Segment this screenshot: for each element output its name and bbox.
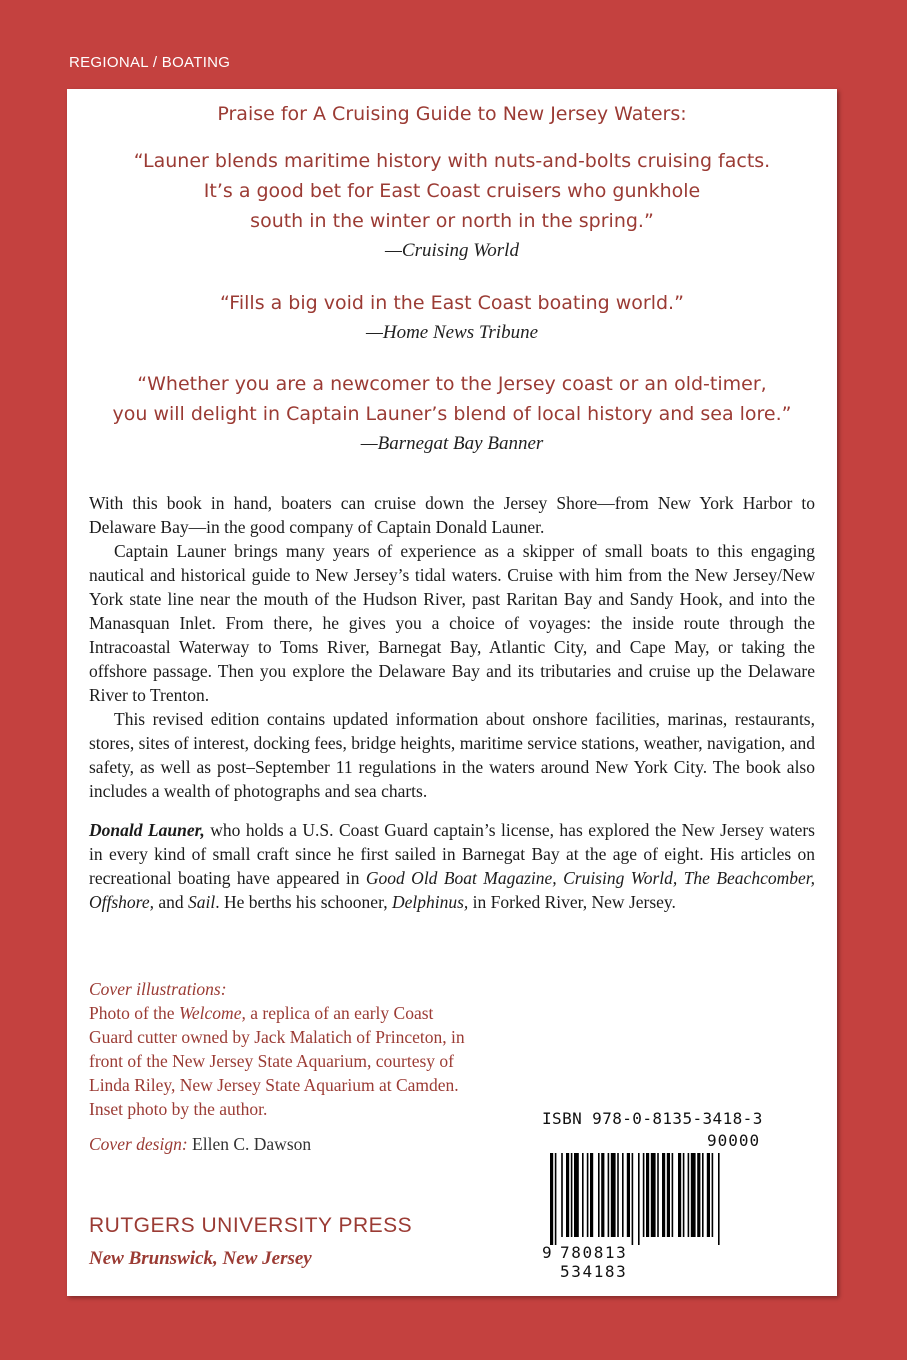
quote-line: you will delight in Captain Launer’s blend of local history and sea lore.”: [112, 403, 792, 425]
description-paragraph: This revised edition contains updated information about onshore facilities, marinas, restaurants, stores, sites of interest, docking fees, bridge heights, maritime service stations, weather, navigation, and safety, as well as post–September 11 regulations in the waters around New York City. The book also includes a wealth of photographs and sea charts.: [89, 709, 815, 801]
quote-source: —Cruising World: [385, 240, 519, 261]
publisher-name: RUTGERS UNIVERSITY PRESS: [89, 1214, 413, 1237]
price-code: 90000: [707, 1131, 761, 1150]
description-paragraph: Captain Launer brings many years of experience as a skipper of small boats to this engaging nautical and historical guide to New Jersey’s tidal waters. Cruise with him from the New Jersey/New York state line near the mouth of the Hudson River, past Raritan Bay and Sandy Hook, and into the Manasquan Inlet. From there, he gives you a choice of voyages: the inside route through the Intracoastal Waterway to Toms River, Barnegat Bay, Atlantic City, and Cape May, or taking the offshore passage. Then you explore the Delaware Bay and its tributaries and cruise up the Delaware River to Trenton.: [89, 541, 815, 705]
category-label: REGIONAL / BOATING: [69, 54, 231, 71]
publication-sail: Sail: [188, 892, 216, 912]
isbn-barcode: ISBN 978-0-8135-3418-3 90000 9 780813 534183: [542, 1109, 812, 1128]
author-bio: Donald Launer, who holds a U.S. Coast Guard captain’s license, has explored the New Jersey waters in every kind of small craft since he first sailed in Barnegat Bay at the age of eight. His articles on recreational boating have appeared in Good Old Boat Magazine, Cruising World, The Beachcomber, Offshore, and Sail. He berths his schooner, Delphinus, in Forked River, New Jersey.: [89, 820, 815, 912]
description-paragraph: With this book in hand, boaters can cruise down the Jersey Shore—from New York Harbor to Delaware Bay—in the good company of Captain Donald Launer.: [89, 493, 815, 537]
publisher-block: [89, 1214, 412, 1270]
quote-line: It’s a good bet for East Coast cruisers who gunkhole: [203, 180, 701, 202]
publisher-city: New Brunswick, New Jersey: [89, 1248, 312, 1269]
cover-illustrations-label: Cover illustrations:: [89, 979, 227, 999]
isbn-text: ISBN 978-0-8135-3418-3: [542, 1109, 763, 1128]
cover-credits: [89, 977, 469, 1156]
back-cover-panel: [67, 89, 837, 1296]
quote-line: “Whether you are a newcomer to the Jersey coast or an old-timer,: [137, 373, 767, 395]
barcode-bars-icon: [542, 1153, 782, 1245]
quote-line: “Fills a big void in the East Coast boating world.”: [220, 292, 684, 314]
quote-source: —Barnegat Bay Banner: [360, 433, 544, 454]
quote-source: —Home News Tribune: [365, 322, 539, 343]
publication-list: Good Old Boat Magazine, Cruising World, The Beachcomber, Offshore,: [89, 868, 815, 912]
praise-section: [67, 103, 837, 455]
praise-heading: Praise for A Cruising Guide to New Jersey Waters:: [217, 103, 687, 125]
boat-name: Delphinus,: [391, 892, 469, 912]
author-name: Donald Launer,: [89, 820, 205, 840]
book-description: [89, 491, 815, 914]
cover-design: Cover design: Ellen C. Dawson: [89, 1134, 312, 1154]
cover-illustrations-text: Photo of the Welcome, a replica of an early Coast Guard cutter owned by Jack Malatich of Princeton, in front of the New Jersey State Aquarium, courtesy of Linda Riley, New Jersey State Aquarium at Camden. Inset photo by the author.: [89, 1003, 465, 1119]
quote-line: south in the winter or north in the spring.”: [250, 210, 654, 232]
quote-line: “Launer blends maritime history with nuts-and-bolts cruising facts.: [133, 150, 771, 172]
